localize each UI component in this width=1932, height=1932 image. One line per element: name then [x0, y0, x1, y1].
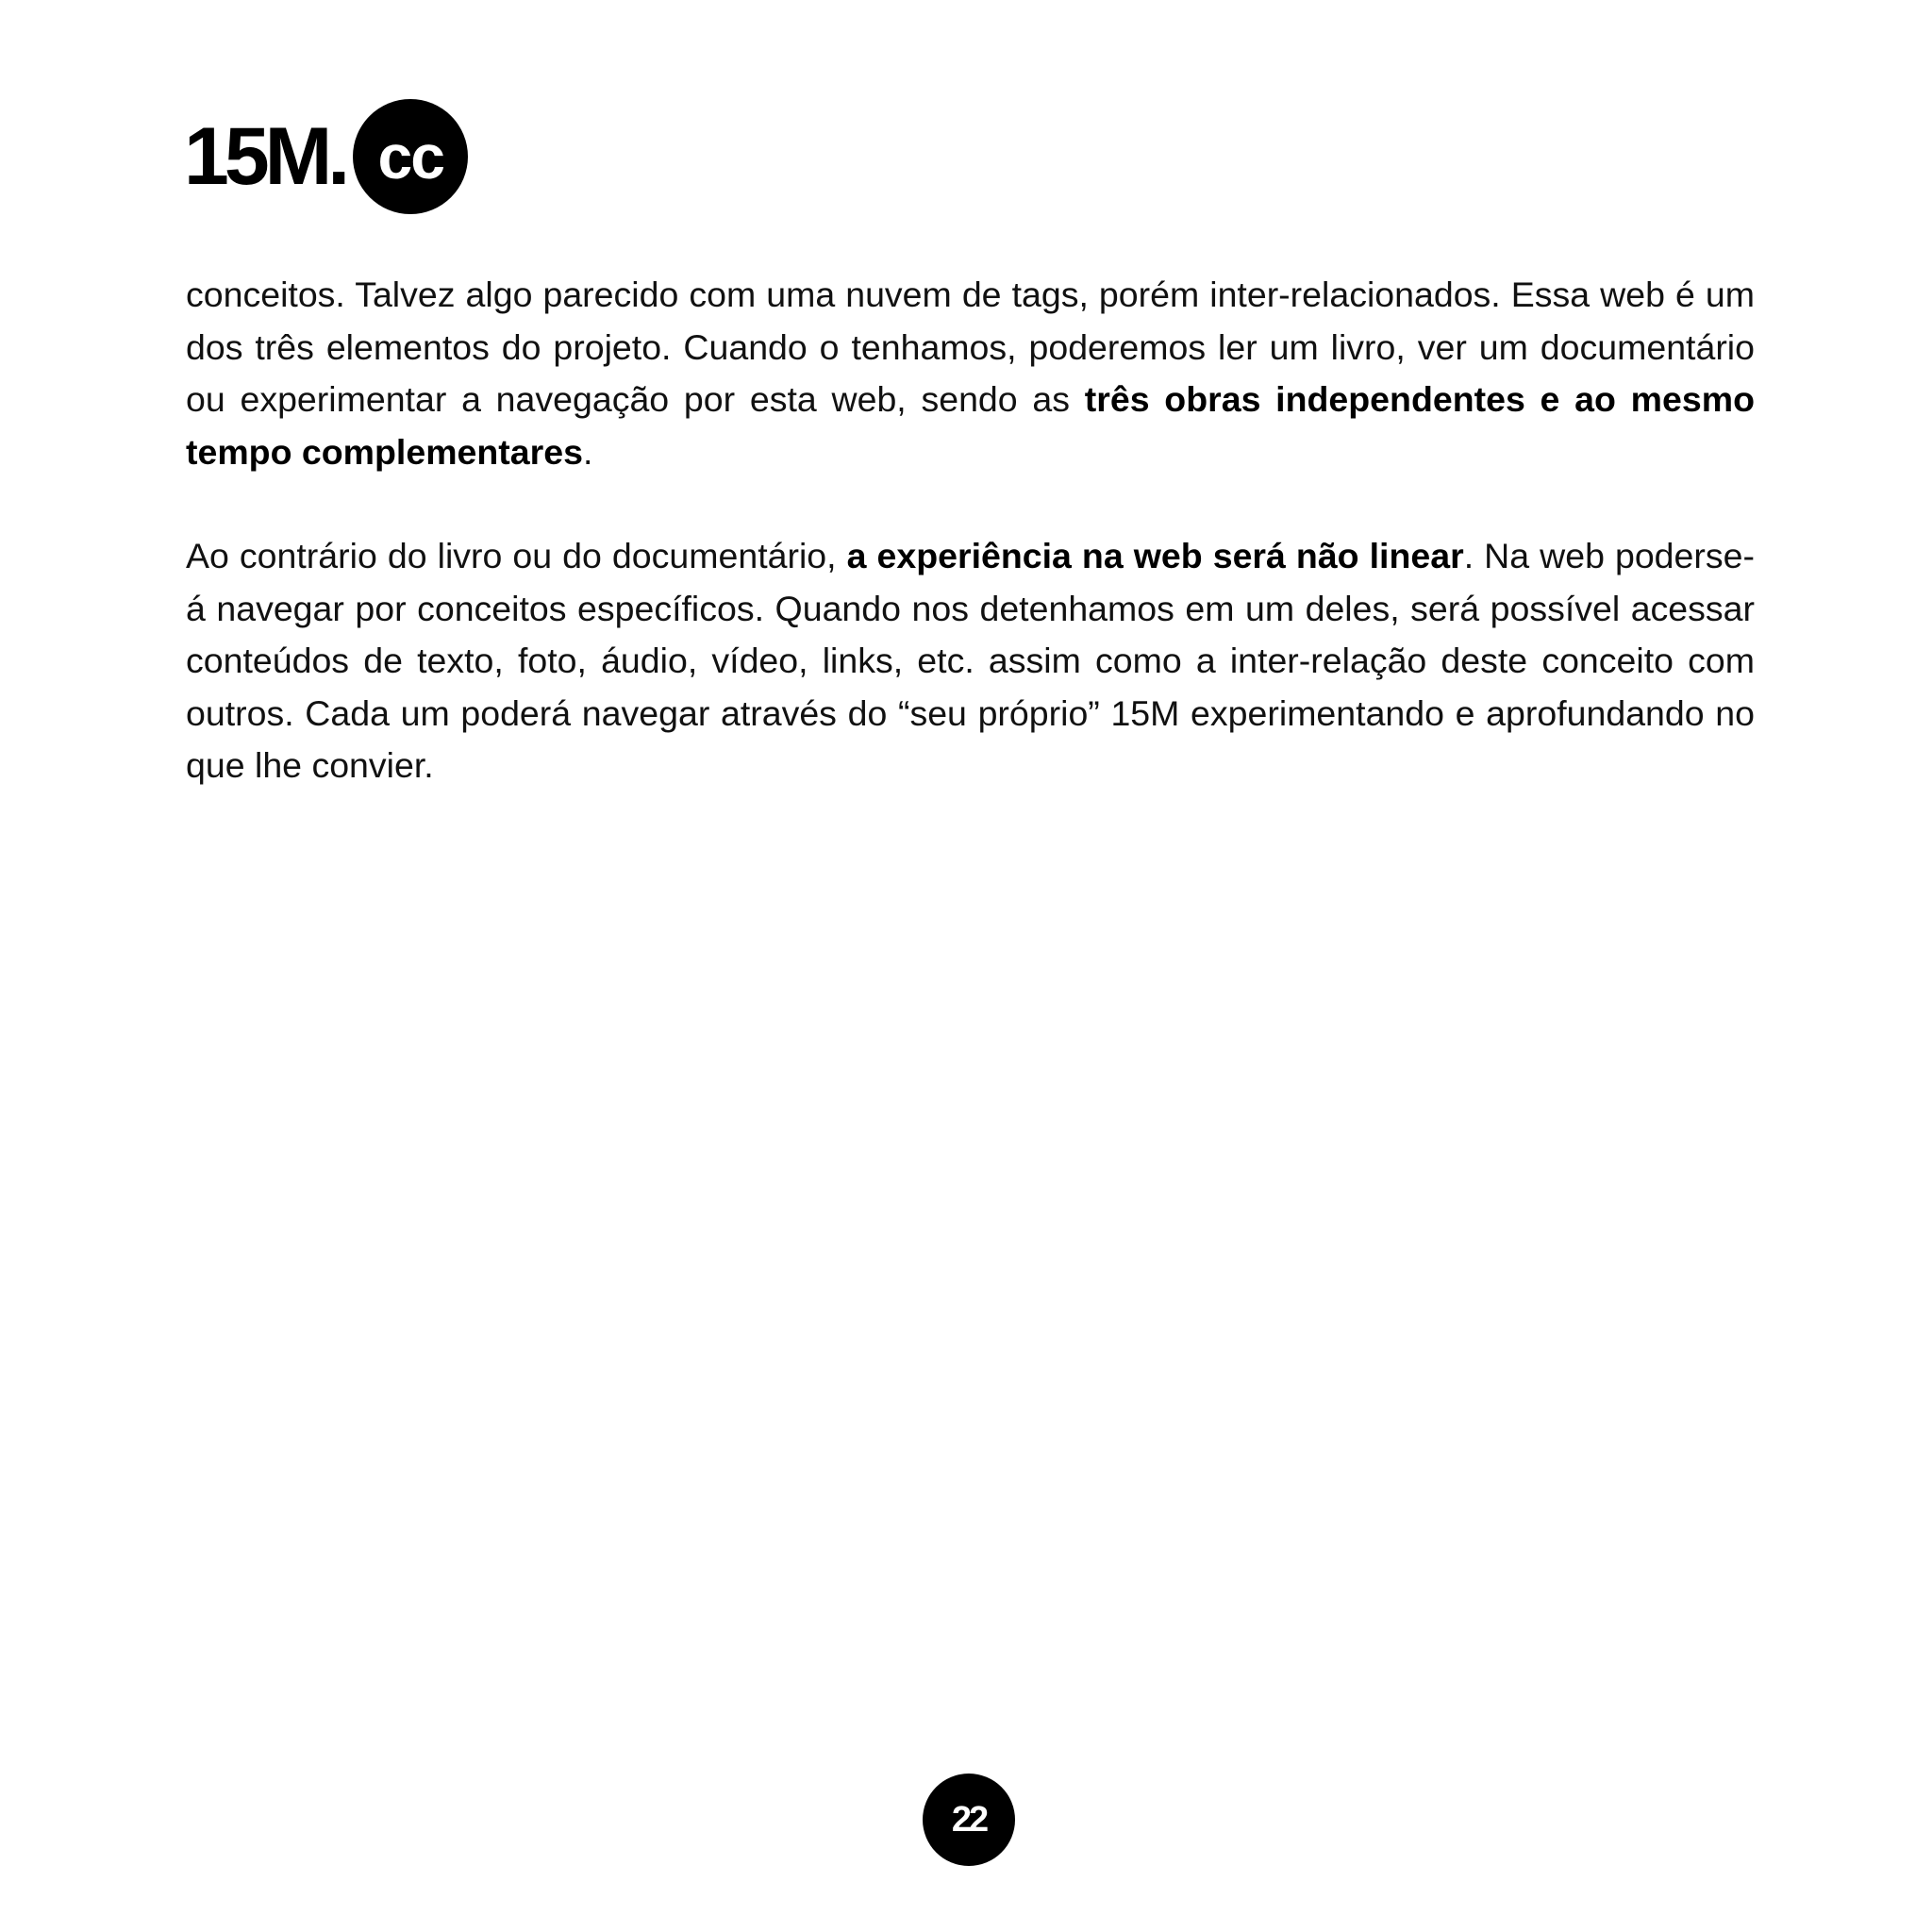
paragraph-2-tail: . Na web poderse-á navegar por conceitos específicos. Quando nos detenhamos em um deles, será possível acessar conteúdos de texto, foto, áudio, vídeo, links, etc. assim como a inter-relação deste conceito com outros. Cada um poderá navegar através do “seu próprio” 15M experimentando e aprofundando no que lhe convier. [186, 536, 1755, 785]
logo-badge: cc [353, 99, 468, 214]
body-text [186, 269, 1755, 792]
paragraph-1-tail: . [582, 431, 593, 472]
paragraph-1 [186, 269, 1755, 478]
paragraph-2 [186, 530, 1755, 792]
logo-text: 15M. [184, 111, 346, 202]
paragraph-2-text: Ao contrário do livro ou do documentário, [186, 536, 847, 575]
page-number: 22 [923, 1774, 1015, 1866]
paragraph-2-bold: a experiência na web será não linear [846, 536, 1464, 575]
paragraph-1-text: conceitos. Talvez algo parecido com uma nuvem de tags, porém inter-relacionados. Essa web é um dos três elementos do projeto. Cuando o tenhamos, poderemos ler um livro, ver um documentário ou experimentar a navegação por esta web, sendo as [186, 275, 1755, 419]
paragraph-1-bold: três obras independentes e ao mesmo tempo complementares [186, 379, 1755, 472]
logo [184, 99, 468, 214]
